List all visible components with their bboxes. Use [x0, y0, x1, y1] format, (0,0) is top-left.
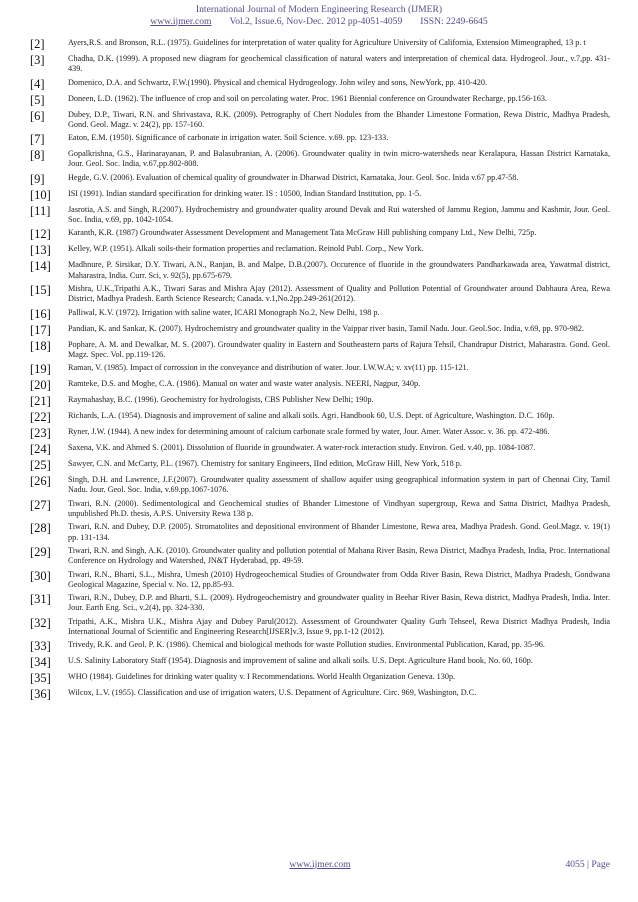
reference-number: [16] [30, 306, 51, 321]
reference-text: Raymahashay, B.C. (1996). Geochemistry for hydrologists, CBS Publisher New Delhi; 190p. [68, 395, 374, 405]
reference-item [30, 499, 610, 520]
reference-item [30, 94, 610, 107]
reference-item [30, 459, 610, 472]
reference-number: [5] [30, 92, 45, 107]
reference-number: [28] [30, 521, 51, 536]
reference-item [30, 110, 610, 131]
reference-item [30, 133, 610, 146]
reference-text: Domenico, D.A. and Schwartz, F.W.(1990). Physical and chemical Hydrogeology. John wiley and sons, NewYork, pp. 410-420. [68, 77, 488, 87]
reference-number: [25] [30, 458, 51, 473]
page-footer [30, 859, 610, 873]
page-header [0, 4, 638, 27]
reference-item [30, 617, 610, 638]
reference-number: [34] [30, 655, 51, 670]
journal-title: International Journal of Modern Engineering Research (IJMER) [195, 4, 443, 15]
reference-number: [7] [30, 132, 45, 147]
footer-website-link[interactable]: www.ijmer.com [289, 859, 351, 870]
reference-number: [12] [30, 227, 51, 242]
reference-item [30, 395, 610, 408]
reference-number: [30] [30, 568, 51, 583]
reference-item [30, 228, 610, 241]
reference-text: Pandian, K. and Sankar, K. (2007). Hydrochemistry and groundwater quality in the Vaippar river basin, Tamil Nadu. Jour. Geol.Soc. India, v.69, pp. 970-982. [68, 323, 585, 333]
reference-item [30, 244, 610, 257]
page-number: 4055 | Page [565, 859, 610, 870]
reference-text: Tripathi, A.K., Mishra U.K., Mishra Ajay and Dubey Parul(2012). Assessment of Groundwater Quality Gurh Tehseel, Rewa District Madhya Pradesh, India International Journal of Scientific and Engineering Research[IJSER]v.3, Issue 9, pp.1-12 (2012). [68, 616, 610, 637]
reference-number: [22] [30, 410, 51, 425]
reference-number: [15] [30, 282, 51, 297]
reference-text: Tiwari, R.N., Bharti, S.L., Mishra, Umesh (2010) Hydrogeochemical Studies of Groundwater from Odda River Basin, Rewa District, Madhya Pradesh, Gondwana Geological Magazine, Special v. No. 12, pp.85-93. [68, 569, 610, 589]
reference-text: Pophare, A. M. and Dewalkar, M. S. (2007). Groundwater quality in Eastern and Southeastern parts of Rajura Tehsil, Chandrapur District, Maharastra. Gond. Geol. Magz. Spec. Vol. pp.119-126. [68, 339, 610, 359]
reference-item [30, 308, 610, 321]
reference-text: WHO (1984). Guidelines for drinking water quality v. I Recommendations. World Health Organization Geneva. 130p. [68, 672, 456, 682]
reference-text: Madhnure, P. Sirsikar, D.Y. Tiwari, A.N., Ranjan, B. and Malpe, D.B.(2007). Occurence of fluoride in the groundwaters Pandharkawada area, Yawatmal district, Maharastra, India. Curr. Sci, v. 92(5), pp.675-679. [68, 260, 610, 280]
reference-item [30, 656, 610, 669]
volume-info: Vol.2, Issue.6, Nov-Dec. 2012 pp-4051-4059 [229, 15, 403, 27]
reference-number: [8] [30, 148, 45, 163]
reference-item [30, 363, 610, 376]
reference-number: [27] [30, 497, 51, 512]
reference-number: [18] [30, 338, 51, 353]
reference-number: [19] [30, 362, 51, 377]
reference-item [30, 593, 610, 614]
reference-number: [11] [30, 203, 51, 218]
reference-text: Hegde, G.V. (2006). Evaluation of chemical quality of groundwater in Dharwad District, Karnataka, Jour. Geol. Soc. Inida v.67 pp.47-58. [68, 172, 519, 182]
reference-item [30, 379, 610, 392]
reference-text: Eaton, E.M. (1950). Significance of carbonate in irrigation water. Soil Science. v.69. pp. 123-133. [68, 133, 389, 143]
reference-number: [21] [30, 394, 51, 409]
reference-item [30, 411, 610, 424]
reference-text: Gopalkrishna, G.S., Harinarayanan, P. and Balasubranian, A. (2006). Groundwater quality in twin micro-watersheds near Keralapura, Hassan District Karnataka, Jour. Geol. Soc. India, v.67,pp.802-808. [68, 149, 610, 169]
reference-item [30, 149, 610, 170]
reference-text: Tiwari, R.N. and Dubey, D.P. (2005). Stromatolites and depositional environment of Bhander Limestone, Rewa area, Madhya Pradesh. Gond. Geol.Magz. v. 19(1) pp. 131-134. [68, 522, 610, 542]
reference-item [30, 324, 610, 337]
reference-number: [13] [30, 243, 51, 258]
reference-text: Richards, L.A. (1954). Diagnosis and improvement of saline and alkali soils. Agri. Handbook 60, U.S. Dept. of Agriculture, Washington. D.C. 160p. [68, 411, 555, 421]
reference-list [30, 38, 610, 704]
issn: ISSN: 2249-6645 [420, 15, 488, 27]
reference-item [30, 570, 610, 591]
reference-number: [3] [30, 53, 45, 67]
reference-text: Kelley, W.P. (1951). Alkali soils-their formation properties and reclamation. Reinold Publ. Corp., New York. [68, 244, 424, 254]
reference-item [30, 78, 610, 91]
reference-item [30, 443, 610, 456]
reference-item [30, 189, 610, 202]
reference-item [30, 54, 610, 75]
reference-number: [20] [30, 378, 51, 393]
reference-item [30, 205, 610, 226]
reference-number: [32] [30, 615, 51, 630]
reference-item [30, 173, 610, 186]
reference-number: [33] [30, 639, 51, 654]
reference-text: Jasrotia, A.S. and Singh, R.(2007). Hydrochemistry and groundwater quality around Devak and Rui watershed of Jammu Region, Jammu and Kashmir, Jour. Geol. Soc. India, v.69, pp. 1042-1054. [68, 204, 610, 225]
reference-text: Ayers,R.S. and Bronson, R.L. (1975). Guidelines for interpretation of water quality for Agriculture University of California, Extension Mimeographed, 13 p. t [68, 38, 586, 47]
reference-text: Tiwari, R.N. (2000). Sedimentological and Geochemical studies of Bhander Limestone of Vindhyan supergroup, Rewa and Satna District, Madhya Pradesh, unpublished Ph.D. thesis, A.P.S. University Rewa 138 p. [68, 498, 610, 519]
reference-number: [10] [30, 187, 51, 202]
reference-text: Tiwari, R.N. and Singh, A.K. (2010). Groundwater quality and pollution potential of Mahana River Basin, Rewa District, Madhya Pradesh, India, Proc. International Conference on Hydrology and Watershed, JN&T Hyderabad, pp. 49-59. [68, 545, 610, 566]
reference-text: Tiwari, R.N., Dubey, D.P. and Bharti, S.L. (2009). Hydrogeochemistry and groundwater quality in Beehar River Basin, Rewa district, Madhya Pradesh, India. Inter. Jour. Earth Eng. Sci., v.2(4), pp. 324-330. [68, 593, 610, 613]
reference-text: ISI (1991). Indian standard specification for drinking water. IS : 10500, Indian Standard Institution, pp. 1-5. [68, 188, 422, 198]
reference-number: [29] [30, 544, 51, 559]
reference-text: Dubey, D.P., Tiwari, R.N. and Shrivastava, R.K. (2009). Petrography of Chert Nodules from the Bhander Limestone Formation, Rewa Distric, Madhya Pradesh, Gond. Geol. Magz. v. 24(2), pp. 157-160. [68, 109, 610, 129]
reference-item [30, 427, 610, 440]
journal-website-link[interactable]: www.ijmer.com [150, 15, 212, 27]
reference-text: Mishra, U.K.,Tripathi A.K., Tiwari Saras and Mishra Ajay (2012). Assessment of Quality and Pollution Potential of Groundwater around Dabhaura Area, Rewa District, Madhya Pradesh. Earth Science Research; Canada. v.1,No.2pp.249-261(2012). [68, 283, 610, 304]
reference-number: [17] [30, 322, 51, 337]
reference-item [30, 260, 610, 281]
reference-text: Karanth, K.R. (1987) Groundwater Assessment Development and Management Tata McGraw Hill publishing company Ltd., New Delhi, 725p. [68, 228, 537, 238]
reference-text: Raman, V. (1985). Impact of corrossion in the conveyance and distribution of water. Jour. I.W.W.A; v. xv(11) pp. 115-121. [68, 363, 469, 373]
reference-number: [23] [30, 426, 51, 441]
reference-text: Saxena, V.K. and Ahmed S. (2001). Dissolution of fluoride in groundwater. A water-rock interaction study. Environ. Ged. v.40, pp. 1084-1087. [68, 443, 536, 453]
reference-text: Sawyer, C.N. and McCarty, P.L. (1967). Chemistry for sanitary Engineers, IInd edition, McGraw Hill, New York, 518 p. [68, 459, 462, 469]
reference-item [30, 522, 610, 543]
reference-text: Doneen, L.D. (1962). The influence of crop and soil on percolating water. Proc. 1961 Biennial conference on Groundwater Recharge, pp.156-163. [68, 93, 547, 103]
reference-number: [4] [30, 76, 45, 91]
reference-number: [36] [30, 687, 51, 702]
reference-item [30, 475, 610, 496]
reference-text: Palliwal, K.V. (1972). Irrigation with saline water, ICARI Monograph No.2, New Delhi, 198 p. [68, 307, 380, 317]
reference-number: [6] [30, 108, 45, 123]
reference-text: Ryner, J.W. (1944). A new index for determining amount of calcium carbonate scale formed by water, Jour. Amer. Water Assoc. v. 36. pp. 472-486. [68, 427, 550, 437]
reference-text: U.S. Salinity Laboratory Staff (1954). Diagnosis and improvement of saline and alkali soils. U.S. Dept. Agriculture Hand book, No. 60, 160p. [68, 656, 533, 666]
reference-item [30, 340, 610, 361]
reference-item [30, 284, 610, 305]
header-meta [0, 16, 638, 28]
reference-number: [9] [30, 171, 45, 186]
reference-item [30, 640, 610, 653]
reference-item [30, 546, 610, 567]
reference-number: [35] [30, 671, 51, 686]
reference-number: [14] [30, 259, 51, 274]
reference-number: [31] [30, 592, 51, 607]
reference-item [30, 38, 610, 51]
reference-number: [26] [30, 474, 51, 489]
reference-text: Wilcox, L.V. (1955). Classification and use of irrigation waters, U.S. Depatment of Agriculture. Circ. 969, Washington, D.C. [68, 688, 477, 698]
reference-item [30, 672, 610, 685]
reference-text: Chadha, D.K. (1999). A proposed new diagram for geochemical classification of natural waters and interpretation of chemical data. Hydrogeol. Jour., v.7,pp. 431-439. [68, 54, 610, 74]
reference-number: [24] [30, 442, 51, 457]
reference-text: Trivedy, R.K. and Geol. P. K. (1986). Chemical and biological methods for waste Pollution studies. Environmental Publication, Karad, pp. 35-96. [68, 640, 545, 650]
reference-item [30, 688, 610, 701]
reference-number: [2] [30, 37, 45, 51]
reference-text: Singh, D.H. and Lawrence, J.F.(2007). Groundwater quality assessment of shallow aquifer using geographical information system in part of Chennai City, Tamil Nadu. Jour. Geol. Soc. India, v.69.pp.1067-1076. [68, 475, 610, 495]
reference-text: Ramteke, D.S. and Moghe, C.A. (1986). Manual on water and waste water analysis. NEERI, Nagpur, 340p. [68, 379, 421, 389]
